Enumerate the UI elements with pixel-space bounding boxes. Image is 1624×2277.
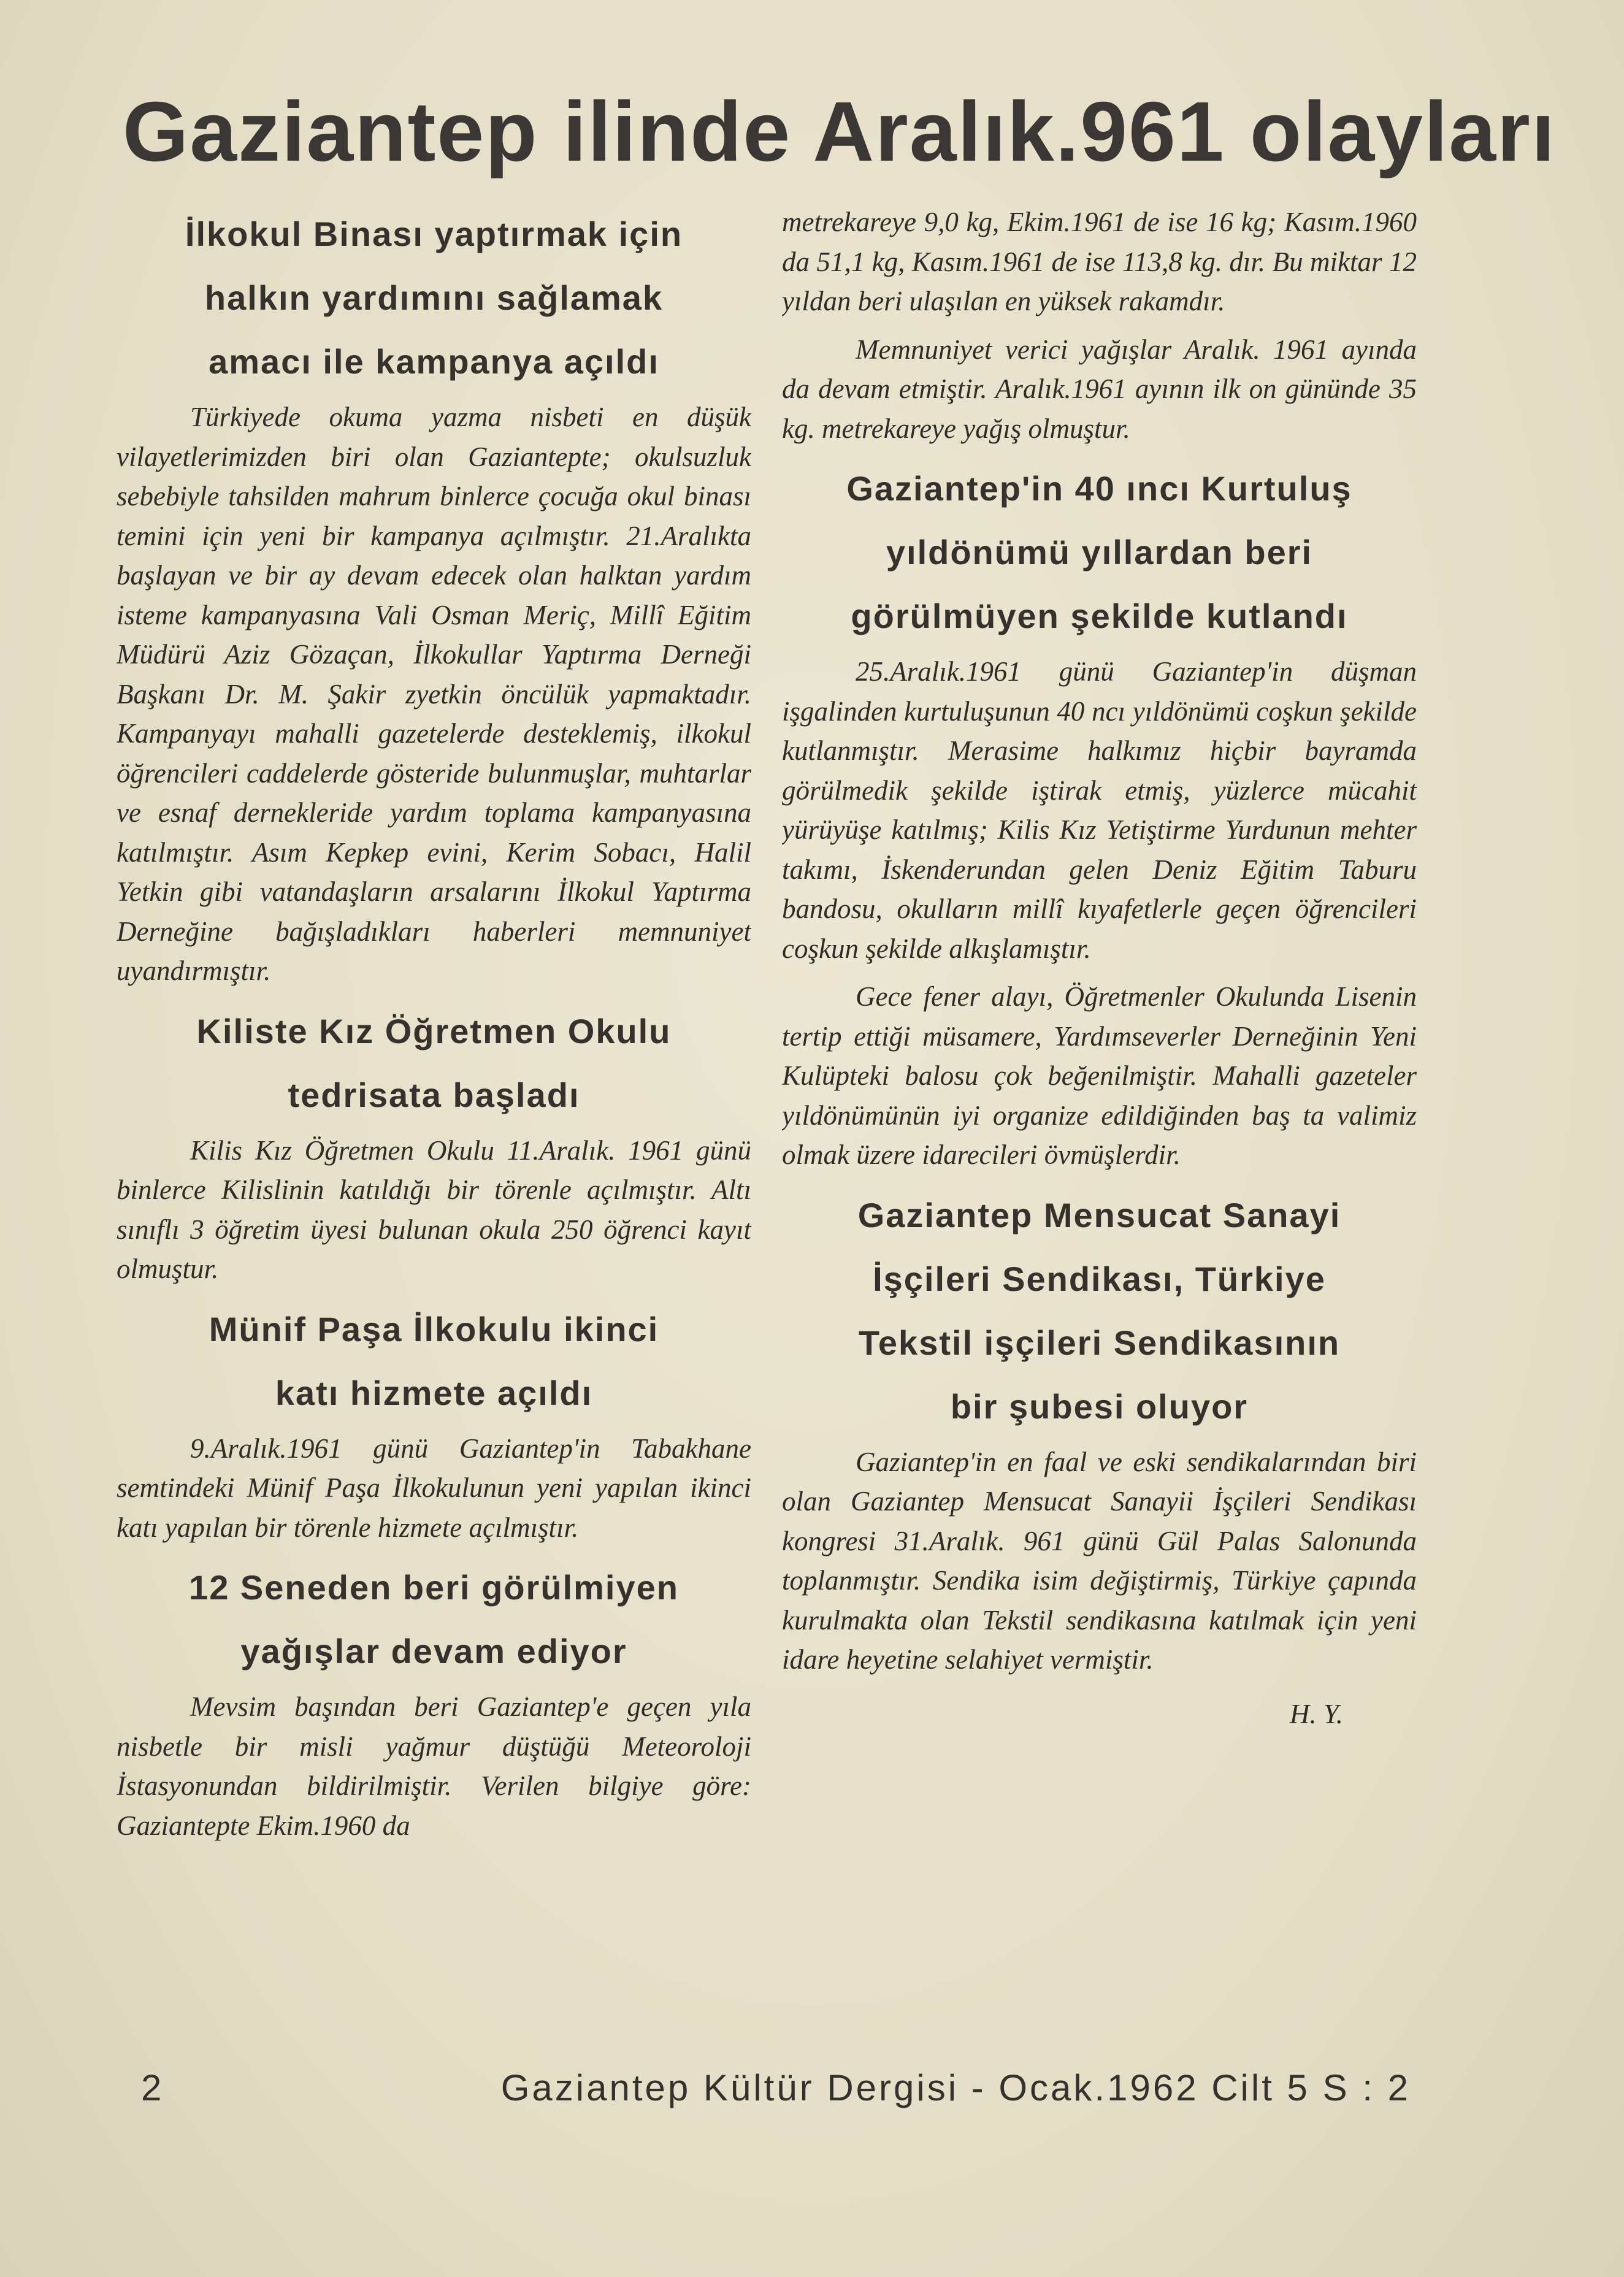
headline-line: Tekstil işçileri Sendikasının <box>858 1323 1341 1362</box>
article-paragraph: metrekareye 9,0 kg, Ekim.1961 de ise 16 kg; Kasım.1960 da 51,1 kg, Kasım.1961 de ise 113,8 kg. dır. Bu miktar 12 yıldan beri ulaşılan en yüksek rakamdır. <box>782 207 1417 316</box>
headline-line: yıldönümü yıllardan beri <box>886 533 1313 572</box>
page-title: Gaziantep ilinde Aralık.961 olayları <box>123 85 1557 179</box>
page-footer <box>141 2061 1411 2116</box>
article-rainfall-continued <box>782 202 1417 448</box>
headline-line: Gaziantep Mensucat Sanayi <box>857 1195 1341 1234</box>
article-headline <box>117 1556 751 1683</box>
journal-info: Gaziantep Kültür Dergisi - Ocak.1962 Cilt 5 S : 2 <box>500 2067 1411 2108</box>
article-paragraph: 25.Aralık.1961 günü Gaziantep'in düşman işgalinden kurtuluşunun 40 ncı yıldönümü coşkun şekilde kutlanmıştır. Merasime halkımız hiçbir bayramda görülmedik şekilde iştirak etmiş, yüzlerce mücahit yürüyüşe katılmış; Kilis Kız Yetiştirme Yurdunun mehter takımı, İskenderundan gelen Deniz Eğitim Taburu bandosu, okulların millî kıyafetlerle geçen öğrencileri coşkun şekilde alkışlamıştır. <box>782 656 1417 964</box>
article-school-campaign <box>117 202 751 991</box>
article-paragraph: Kilis Kız Öğretmen Okulu 11.Aralık. 1961 günü binlerce Kilislinin katıldığı bir törenle açılmıştır. Altı sınıflı 3 öğretim üyesi bulunan okula 250 öğrenci kayıt olmuştur. <box>117 1135 751 1284</box>
article-paragraph: Gece fener alayı, Öğretmenler Okulunda Lisenin tertip ettiği müsamere, Yardımseverler Derneğinin Yeni Kulüpteki balosu çok beğenilmiştir. Mahalli gazeteler yıldönümünün iyi organize edildiğinden baş ta valimiz olmak üzere idarecileri övmüşlerdir. <box>782 981 1417 1170</box>
article-munif-pasa-school <box>117 1298 751 1548</box>
headline-line: tedrisata başladı <box>288 1075 580 1114</box>
page-number: 2 <box>141 2067 162 2108</box>
article-headline <box>117 202 751 394</box>
article-textile-union <box>782 1184 1417 1730</box>
right-column <box>782 202 1417 2042</box>
article-headline <box>117 1298 751 1425</box>
article-paragraph: Türkiyede okuma yazma nisbeti en düşük vilayetlerimizden biri olan Gaziantepte; okulsuzluk sebebiyle tahsilden mahrum binlerce çocuğa okul binası temini için yeni bir kampanya açılmıştır. 21.Aralıkta başlayan ve bir ay devam edecek olan halktan yardım isteme kampanyasına Vali Osman Meriç, Millî Eğitim Müdürü Aziz Gözaçan, İlkokullar Yaptırma Derneği Başkanı Dr. M. Şakir zyetkin öncülük yapmaktadır. Kampanyayı mahalli gazetelerde desteklemiş, ilkokul öğrencileri caddelerde gösteride bulunmuşlar, muhtarlar ve esnaf dernekleride yardım toplama kampanyasına katılmıştır. Asım Kepkep evini, Kerim Sobacı, Halil Yetkin gibi vatandaşların arsalarını İlkokul Yaptırma Derneğine bağışladıkları haberleri memnuniyet uyandırmıştır. <box>117 402 751 986</box>
headline-line: bir şubesi oluyor <box>950 1387 1249 1426</box>
article-paragraph: Mevsim başından beri Gaziantep'e geçen yıla nisbetle bir misli yağmur düştüğü Meteoroloji İstasyonundan bildirilmiştir. Verilen bilgiye göre: Gaziantepte Ekim.1960 da <box>117 1691 751 1841</box>
headline-line: amacı ile kampanya açıldı <box>209 342 659 381</box>
headline-line: katı hizmete açıldı <box>275 1373 593 1412</box>
headline-line: halkın yardımını sağlamak <box>204 278 664 317</box>
article-headline <box>782 1184 1417 1439</box>
article-headline <box>782 457 1417 648</box>
headline-line: İlkokul Binası yaptırmak için <box>185 215 683 253</box>
headline-line: İşçileri Sendikası, Türkiye <box>873 1259 1326 1298</box>
article-paragraph: Gaziantep'in en faal ve eski sendikalarından biri olan Gaziantep Mensucat Sanayii İşçileri Sendikası kongresi 31.Aralık. 961 günü Gül Palas Salonunda toplanmıştır. Sendika isim değiştirmiş, Türkiye çapında kurulmakta olan Tekstil sendikasına katılmak için yeni idare heyetine selahiyet vermiştir. <box>782 1446 1417 1675</box>
headline-line: 12 Seneden beri görülmiyen <box>189 1568 679 1607</box>
headline-line: Kiliste Kız Öğretmen Okulu <box>196 1011 672 1050</box>
author-signature: H. Y. <box>1289 1698 1343 1729</box>
headline-line: Münif Paşa İlkokulu ikinci <box>209 1309 659 1349</box>
left-column <box>117 202 751 2042</box>
headline-line: görülmüyen şekilde kutlandı <box>851 597 1348 635</box>
article-paragraph: Memnuniyet verici yağışlar Aralık. 1961 ayında da devam etmiştir. Aralık.1961 ayının ilk on gününde 35 kg. metrekareye yağış olmuştur. <box>782 334 1417 444</box>
article-kilis-teacher-school <box>117 1000 751 1289</box>
article-headline <box>117 1000 751 1127</box>
article-rainfall <box>117 1556 751 1845</box>
headline-line: Gaziantep'in 40 ıncı Kurtuluş <box>846 469 1352 508</box>
headline-line: yağışlar devam ediyor <box>240 1632 627 1670</box>
article-paragraph: 9.Aralık.1961 günü Gaziantep'in Tabakhane semtindeki Münif Paşa İlkokulunun yeni yapılan ikinci katı yapılan bir törenle hizmete açılmıştır. <box>117 1433 751 1543</box>
article-liberation-anniversary <box>782 457 1417 1175</box>
